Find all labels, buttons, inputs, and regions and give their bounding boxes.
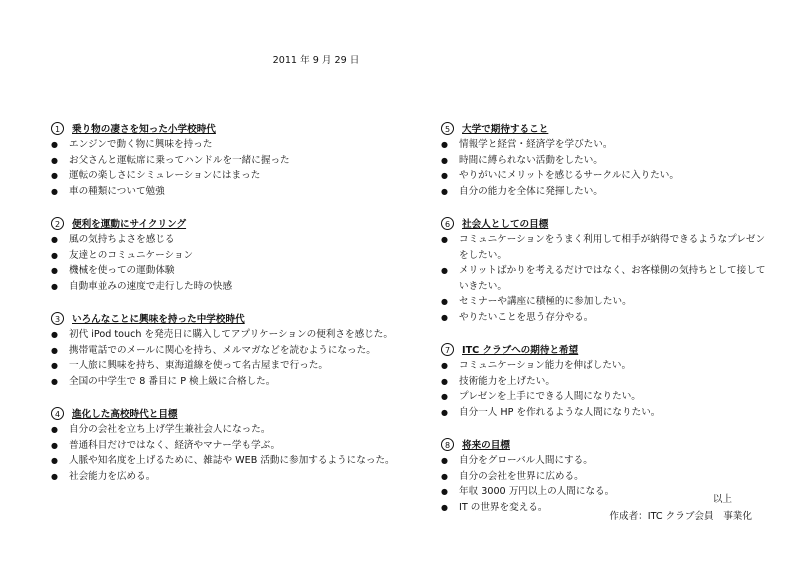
- list-item: [51, 279, 396, 295]
- list-item: [441, 232, 771, 263]
- section-heading: [441, 216, 771, 232]
- section-title: 進化した高校時代と目標: [72, 409, 178, 420]
- bullet-icon: ●: [51, 471, 58, 481]
- list-item: [441, 153, 771, 169]
- list-item-text: 自動車並みの速度で走行した時の快感: [69, 280, 233, 292]
- list-item: [441, 137, 771, 153]
- section-6: [441, 216, 771, 325]
- list-item-text: 運転の楽しさにシミュレーションにはまった: [69, 170, 261, 181]
- list-item-text: やりたいことを思う存分やる。: [459, 311, 594, 323]
- section-5: [441, 121, 771, 199]
- list-item: [51, 438, 396, 454]
- right-column: [441, 121, 771, 532]
- list-item-text: IT の世界を変える。: [459, 501, 548, 513]
- bullet-icon: ●: [441, 502, 448, 512]
- bullet-icon: ●: [441, 155, 448, 165]
- section-number: 2: [51, 217, 64, 230]
- list-item: [51, 422, 396, 438]
- section-number: 1: [51, 122, 64, 135]
- section-number: 7: [441, 343, 454, 356]
- list-item-text: メリットばかりを考えるだけではなく、お客様側の気持ちとして接していきたい。: [459, 265, 766, 292]
- list-item: [441, 294, 771, 310]
- list-item-text: 初代 iPod touch を発売日に購入してアプリケーションの便利さを感じた。: [69, 329, 393, 340]
- bullet-icon: ●: [51, 186, 58, 196]
- list-item: [51, 248, 396, 264]
- bullet-icon: ●: [441, 266, 448, 275]
- bullet-icon: ●: [441, 487, 448, 496]
- list-item-text: 携帯電話でのメールに関心を持ち、メルマガなどを読むようになった。: [69, 344, 376, 356]
- section-2: [51, 216, 396, 294]
- section-heading: [441, 342, 771, 358]
- list-item: [51, 168, 396, 184]
- list-item: [51, 469, 396, 485]
- list-item: [51, 374, 396, 390]
- list-item-text: 自分をグローバル人間にする。: [459, 455, 593, 466]
- section-7: [441, 342, 771, 420]
- bullet-icon: ●: [441, 456, 448, 465]
- bullet-icon: ●: [441, 171, 448, 180]
- list-item-text: 自分の会社を立ち上げ学生兼社会人になった。: [69, 424, 271, 435]
- section-title: 将来の目標: [462, 440, 510, 451]
- list-item-text: 時間に縛られない活動をしたい。: [459, 154, 603, 166]
- bullet-icon: ●: [51, 171, 58, 180]
- list-item-text: 自分の会社を世界に広める。: [459, 470, 584, 482]
- list-item: [51, 453, 396, 469]
- list-item: [51, 232, 396, 248]
- list-item-text: やりがいにメリットを感じるサークルに入りたい。: [459, 170, 679, 181]
- list-item-text: 人脈や知名度を上げるために、雑誌や WEB 活動に参加するようになった。: [69, 455, 395, 466]
- bullet-icon: ●: [441, 392, 448, 401]
- section-1: [51, 121, 396, 199]
- bullet-icon: ●: [441, 297, 448, 306]
- bullet-icon: ●: [51, 330, 58, 339]
- section-heading: [51, 216, 396, 232]
- list-item-text: 風の気持ちよさを感じる: [69, 234, 175, 245]
- bullet-icon: ●: [441, 186, 448, 196]
- list-item-text: 機械を使っての運動体験: [69, 265, 175, 276]
- section-number: 3: [51, 312, 64, 325]
- bullet-icon: ●: [51, 155, 58, 165]
- list-item: [441, 263, 771, 294]
- bullet-icon: ●: [51, 361, 58, 370]
- list-item-text: 自分一人 HP を作れるような人間になりたい。: [459, 406, 661, 418]
- bullet-icon: ●: [51, 250, 58, 260]
- list-item: [441, 389, 771, 405]
- list-item: [51, 137, 396, 153]
- list-item-text: 年収 3000 万円以上の人間になる。: [459, 486, 615, 497]
- author-line: 作成者：ITC クラブ会員 事業化: [609, 511, 752, 522]
- list-item-text: 自分の能力を全体に発揮したい。: [459, 185, 603, 197]
- list-item: [51, 184, 396, 200]
- closing-text: 以上: [712, 494, 732, 505]
- list-item: [441, 453, 771, 469]
- list-item-text: プレゼンを上手にできる人間になりたい。: [459, 391, 641, 402]
- list-item-text: 社会能力を広める。: [69, 470, 156, 482]
- section-number: 6: [441, 217, 454, 230]
- section-title: 便利を運動にサイクリング: [72, 219, 187, 230]
- section-number: 4: [51, 407, 64, 420]
- bullet-icon: ●: [51, 440, 58, 450]
- list-item: [441, 405, 771, 421]
- list-item: [441, 310, 771, 326]
- bullet-icon: ●: [51, 345, 58, 355]
- list-item: [441, 469, 771, 485]
- bullet-icon: ●: [441, 376, 448, 386]
- list-item: [441, 374, 771, 390]
- list-item-text: 情報学と経営・経済学を学びたい。: [459, 139, 613, 150]
- list-item: [51, 327, 396, 343]
- section-heading: [441, 121, 771, 137]
- section-title: ITC クラブへの期待と希望: [462, 345, 579, 356]
- list-item: [51, 263, 396, 279]
- bullet-icon: ●: [441, 471, 448, 481]
- list-item-text: 全国の中学生で 8 番目に P 検上級に合格した。: [69, 375, 276, 387]
- bullet-icon: ●: [441, 140, 448, 149]
- bullet-icon: ●: [441, 407, 448, 417]
- section-3: [51, 311, 396, 389]
- list-item: [441, 168, 771, 184]
- section-heading: [51, 311, 396, 327]
- list-item-text: コミュニケーション能力を伸ばしたい。: [459, 360, 632, 371]
- section-title: 社会人としての目標: [462, 219, 549, 230]
- bullet-icon: ●: [51, 376, 58, 386]
- bullet-icon: ●: [441, 235, 448, 244]
- section-4: [51, 406, 396, 484]
- section-title: 乗り物の凄さを知った小学校時代: [72, 124, 216, 135]
- list-item: [51, 358, 396, 374]
- bullet-icon: ●: [51, 266, 58, 275]
- list-item-text: エンジンで動く物に興味を持った: [69, 139, 213, 150]
- list-item-text: 技術能力を上げたい。: [459, 375, 555, 387]
- section-number: 8: [441, 438, 454, 451]
- list-item: [441, 184, 771, 200]
- bullet-icon: ●: [51, 235, 58, 244]
- section-title: 大学で期待すること: [462, 124, 549, 135]
- list-item-text: 車の種類について勉強: [69, 185, 165, 197]
- list-item-text: 友達とのコミュニケーション: [69, 249, 194, 261]
- list-item: [51, 343, 396, 359]
- list-item-text: お父さんと運転席に乗ってハンドルを一緒に握った: [69, 154, 290, 166]
- section-heading: [51, 406, 396, 422]
- bullet-icon: ●: [51, 425, 58, 434]
- list-item-text: 普通科目だけではなく、経済やマナー学も学ぶ。: [69, 439, 281, 451]
- left-column: [51, 121, 396, 501]
- bullet-icon: ●: [441, 312, 448, 322]
- bullet-icon: ●: [51, 456, 58, 465]
- section-heading: [51, 121, 396, 137]
- list-item-text: コミュニケーションをうまく利用して相手が納得できるようなプレゼンをしたい。: [459, 234, 766, 261]
- list-item: [51, 153, 396, 169]
- section-number: 5: [441, 122, 454, 135]
- list-item-text: セミナーや講座に積極的に参加したい。: [459, 296, 632, 307]
- bullet-icon: ●: [51, 140, 58, 149]
- section-heading: [441, 437, 771, 453]
- list-item: [441, 358, 771, 374]
- list-item-text: 一人旅に興味を持ち、東海道線を使って名古屋まで行った。: [69, 360, 329, 371]
- bullet-icon: ●: [51, 281, 58, 291]
- document-date: 2011 年 9 月 29 日: [272, 55, 360, 66]
- section-title: いろんなことに興味を持った中学校時代: [72, 314, 245, 325]
- bullet-icon: ●: [441, 361, 448, 370]
